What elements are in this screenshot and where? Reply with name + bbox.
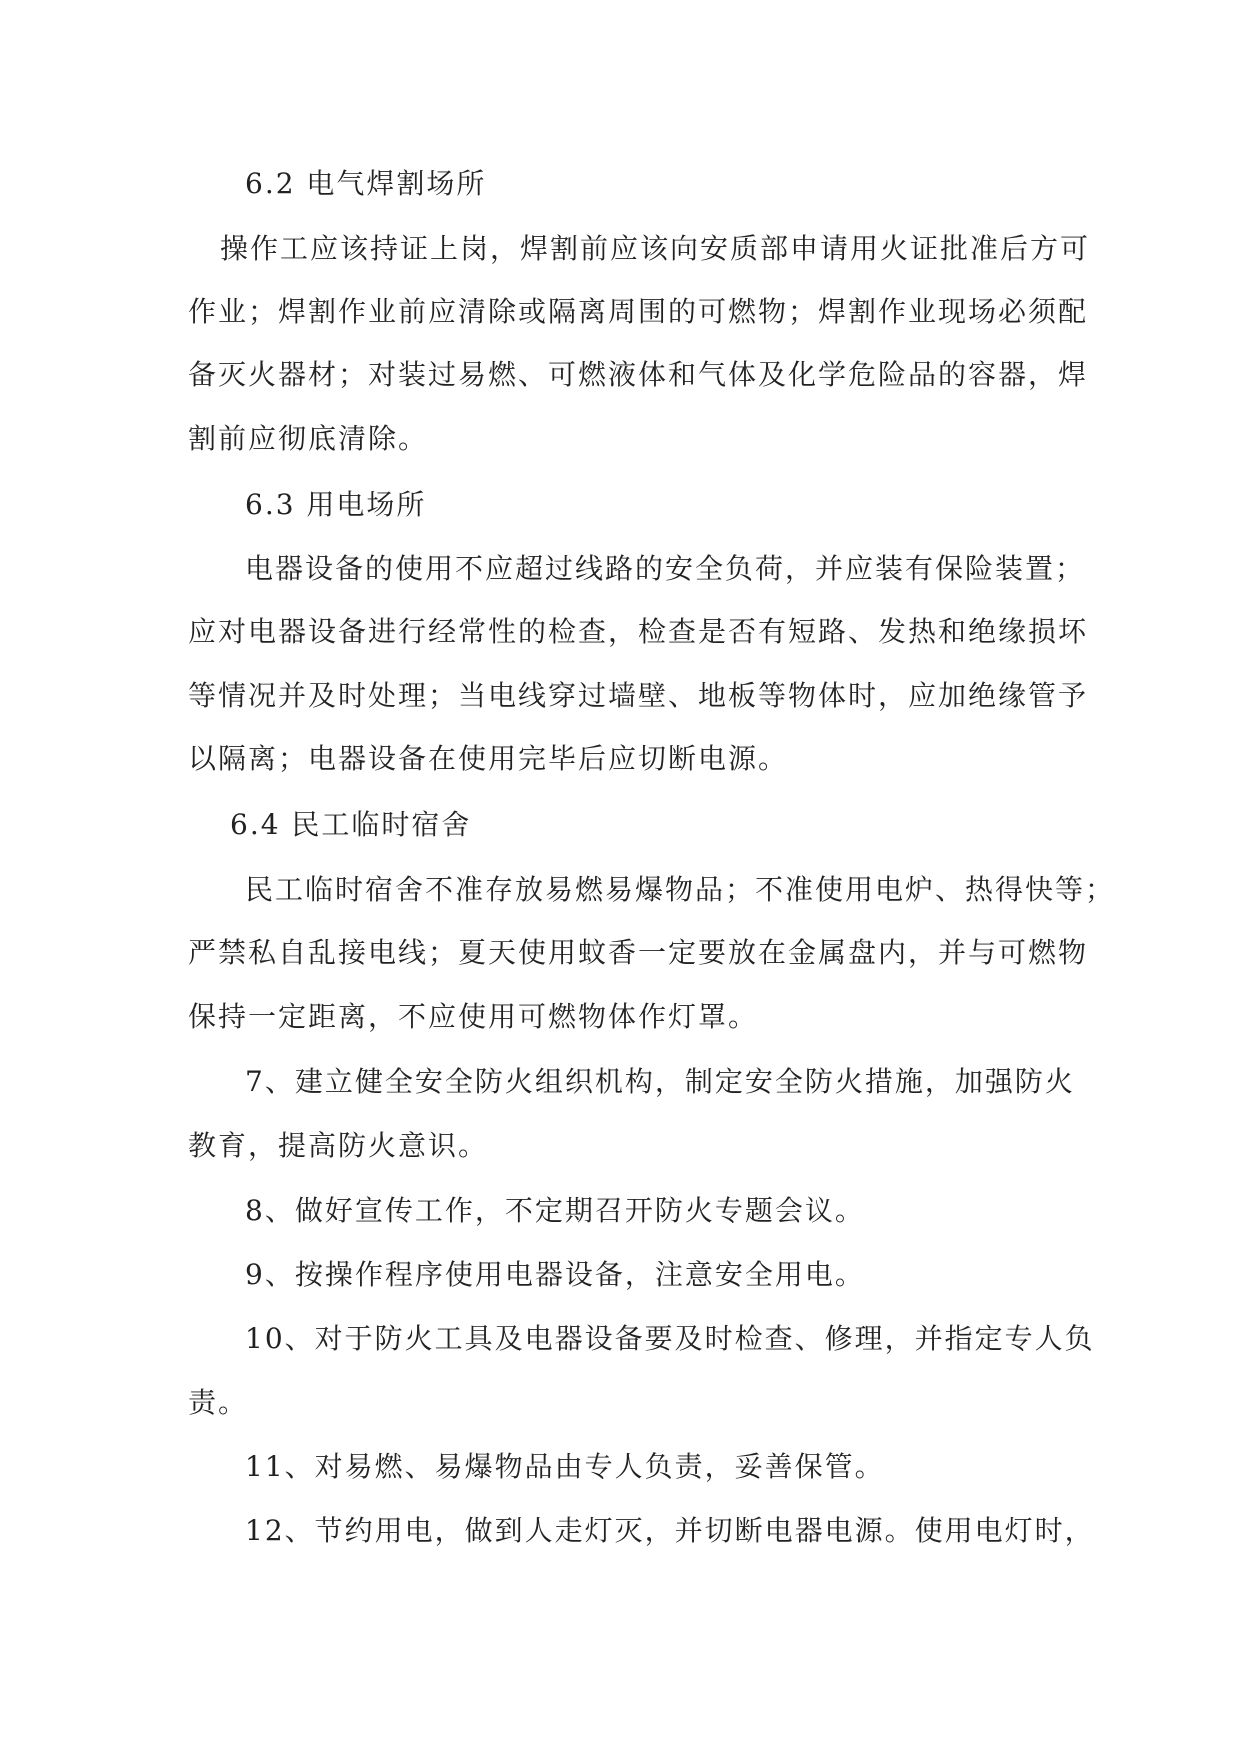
list-item-12: 12、节约用电，做到人走灯灭，并切断电器电源。使用电灯时， (245, 1514, 1095, 1547)
paragraph-line: 严禁私自乱接电线；夏天使用蚊香一定要放在金属盘内，并与可燃物 (188, 936, 1089, 969)
paragraph-line: 责。 (188, 1386, 249, 1419)
paragraph-line: 保持一定距离，不应使用可燃物体作灯罩。 (188, 1000, 759, 1033)
list-item-11: 11、对易燃、易爆物品由专人负责，妥善保管。 (245, 1450, 885, 1483)
section-heading-6-2: 6.2 电气焊割场所 (245, 167, 487, 200)
paragraph-line: 备灭火器材；对装过易燃、可燃液体和气体及化学危险品的容器，焊 (188, 358, 1089, 391)
list-item-9: 9、按操作程序使用电器设备，注意安全用电。 (245, 1258, 865, 1291)
paragraph-line: 电器设备的使用不应超过线路的安全负荷，并应装有保险装置； (245, 552, 1086, 585)
paragraph-line: 以隔离；电器设备在使用完毕后应切断电源。 (188, 742, 789, 775)
list-item-10: 10、对于防火工具及电器设备要及时检查、修理，并指定专人负 (245, 1322, 1095, 1355)
list-item-8: 8、做好宣传工作，不定期召开防火专题会议。 (245, 1194, 865, 1227)
paragraph-line: 教育，提高防火意识。 (188, 1129, 489, 1162)
paragraph-line: 应对电器设备进行经常性的检查，检查是否有短路、发热和绝缘损坏 (188, 615, 1089, 648)
paragraph-line: 操作工应该持证上岗，焊割前应该向安质部申请用火证批准后方可 (220, 232, 1091, 265)
paragraph-line: 民工临时宿舍不准存放易燃易爆物品；不准使用电炉、热得快等； (245, 873, 1116, 906)
section-heading-6-4: 6.4 民工临时宿舍 (230, 808, 472, 841)
section-heading-6-3: 6.3 用电场所 (245, 488, 427, 521)
paragraph-line: 割前应彻底清除。 (188, 422, 429, 455)
paragraph-line: 等情况并及时处理；当电线穿过墙壁、地板等物体时，应加绝缘管予 (188, 679, 1089, 712)
list-item-7: 7、建立健全安全防火组织机构，制定安全防火措施，加强防火 (245, 1065, 1075, 1098)
paragraph-line: 作业；焊割作业前应清除或隔离周围的可燃物；焊割作业现场必须配 (188, 295, 1089, 328)
